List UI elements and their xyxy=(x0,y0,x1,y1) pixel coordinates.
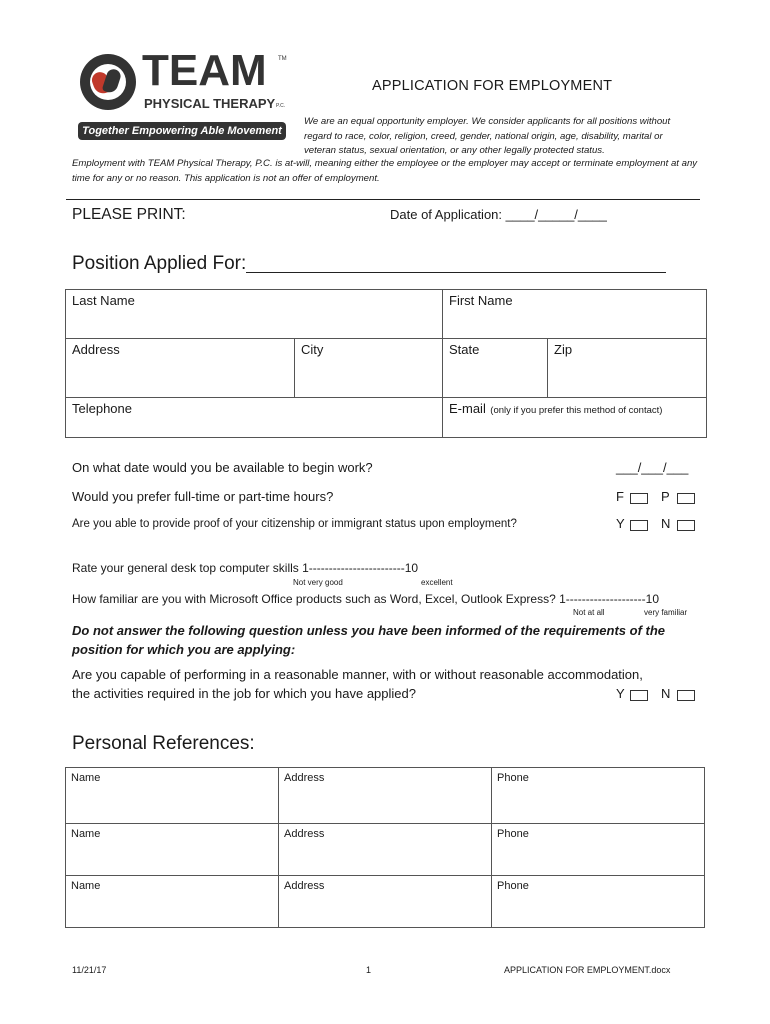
eeo-statement: We are an equal opportunity employer. We consider applicants for all positions without regard to race, color, religion, creed, gender, national origin, age, disability, marital or veteran status, sexual orientation, or any other legally protected status. xyxy=(304,116,671,156)
reference-phone-field[interactable] xyxy=(492,768,705,824)
hands-logo-icon xyxy=(80,54,136,110)
capable-yes-checkbox[interactable] xyxy=(630,690,648,701)
capable-question-line1: Are you capable of performing in a reasonable manner, with or without reasonable accommodation, xyxy=(72,667,643,682)
computer-skills-high-label: excellent xyxy=(421,578,453,587)
citizenship-yes-label: Y xyxy=(616,516,625,531)
company-logo xyxy=(78,46,290,144)
reference-phone-field[interactable] xyxy=(492,824,705,876)
state-label: State xyxy=(449,342,480,357)
reference-address-label: Address xyxy=(284,880,325,892)
reference-name-field[interactable] xyxy=(66,876,279,928)
citizenship-question: Are you able to provide proof of your citizenship or immigrant status upon employment? xyxy=(72,518,517,530)
reference-address-field[interactable] xyxy=(279,824,492,876)
logo-subtitle: PHYSICAL THERAPY xyxy=(144,96,276,111)
start-date-field[interactable]: ___/___/___ xyxy=(616,460,689,475)
please-print-label: PLEASE PRINT: xyxy=(72,206,186,223)
first-name-label: First Name xyxy=(449,293,513,308)
city-label: City xyxy=(301,342,324,357)
state-field[interactable] xyxy=(443,339,548,398)
header-divider xyxy=(66,199,700,200)
reference-name-label: Name xyxy=(71,772,101,784)
address-field[interactable] xyxy=(66,339,295,398)
citizenship-no-label: N xyxy=(661,516,671,531)
city-field[interactable] xyxy=(295,339,443,398)
hours-question: Would you prefer full-time or part-time hours? xyxy=(72,489,334,504)
capable-question-line2: the activities required in the job for which you have applied? xyxy=(72,686,416,701)
document-title: APPLICATION FOR EMPLOYMENT xyxy=(372,78,613,94)
conditional-question-warning: Do not answer the following question unless you have been informed of the requirements of the position for which you are applying: xyxy=(72,623,666,657)
computer-skills-scale[interactable]: Rate your general desk top computer skills 1------------------------10 xyxy=(72,561,419,575)
part-time-checkbox[interactable] xyxy=(677,493,695,504)
capable-yes-label: Y xyxy=(616,686,625,701)
last-name-field[interactable] xyxy=(66,290,443,339)
email-label: E-mail xyxy=(449,401,486,416)
references-grid xyxy=(65,767,705,928)
part-time-label: P xyxy=(661,489,670,504)
full-time-checkbox[interactable] xyxy=(630,493,648,504)
reference-phone-label: Phone xyxy=(497,772,529,784)
personal-references-title: Personal References: xyxy=(72,733,255,754)
reference-phone-label: Phone xyxy=(497,828,529,840)
office-low-label: Not at all xyxy=(573,608,605,617)
reference-address-field[interactable] xyxy=(279,876,492,928)
start-date-question: On what date would you be available to begin work? xyxy=(72,460,373,475)
applicant-info-grid xyxy=(65,289,707,438)
capable-no-label: N xyxy=(661,686,671,701)
capable-no-checkbox[interactable] xyxy=(677,690,695,701)
logo-wordmark: TEAM xyxy=(142,46,267,95)
footer-date: 11/21/17 xyxy=(72,965,107,975)
first-name-field[interactable] xyxy=(443,290,707,339)
reference-name-field[interactable] xyxy=(66,768,279,824)
telephone-field[interactable] xyxy=(66,398,443,438)
footer-filename: APPLICATION FOR EMPLOYMENT.docx xyxy=(504,965,671,975)
reference-address-label: Address xyxy=(284,828,325,840)
reference-row xyxy=(66,824,705,876)
computer-skills-low-label: Not very good xyxy=(293,578,343,587)
last-name-label: Last Name xyxy=(72,293,135,308)
position-applied-field[interactable] xyxy=(246,272,666,275)
logo-tagline: Together Empowering Able Movement xyxy=(78,122,286,140)
zip-label: Zip xyxy=(554,342,573,357)
email-field[interactable] xyxy=(443,398,707,438)
reference-name-label: Name xyxy=(71,828,101,840)
reference-row xyxy=(66,768,705,824)
position-applied-label: Position Applied For: xyxy=(72,253,247,274)
at-will-statement: Employment with TEAM Physical Therapy, P.C. is at-will, meaning either the employee or the employer may accept or terminate employment at any time for any or no reason. This application is not an offer of employment. xyxy=(72,158,698,184)
reference-name-label: Name xyxy=(71,880,101,892)
telephone-label: Telephone xyxy=(72,401,132,416)
office-familiarity-scale[interactable]: How familiar are you with Microsoft Office products such as Word, Excel, Outlook Express? 1--------------------10 xyxy=(72,592,660,606)
date-of-application-field[interactable]: Date of Application: ____/_____/____ xyxy=(390,207,607,222)
email-note: (only if you prefer this method of contact) xyxy=(490,405,663,416)
reference-address-label: Address xyxy=(284,772,325,784)
trademark-symbol: TM xyxy=(278,56,287,62)
citizenship-no-checkbox[interactable] xyxy=(677,520,695,531)
zip-field[interactable] xyxy=(548,339,707,398)
address-label: Address xyxy=(72,342,120,357)
reference-address-field[interactable] xyxy=(279,768,492,824)
office-high-label: very familiar xyxy=(644,608,688,617)
full-time-label: F xyxy=(616,489,624,504)
logo-suffix: P.C. xyxy=(276,103,286,109)
reference-phone-label: Phone xyxy=(497,880,529,892)
reference-phone-field[interactable] xyxy=(492,876,705,928)
footer-page-number: 1 xyxy=(366,965,372,975)
reference-name-field[interactable] xyxy=(66,824,279,876)
citizenship-yes-checkbox[interactable] xyxy=(630,520,648,531)
reference-row xyxy=(66,876,705,928)
